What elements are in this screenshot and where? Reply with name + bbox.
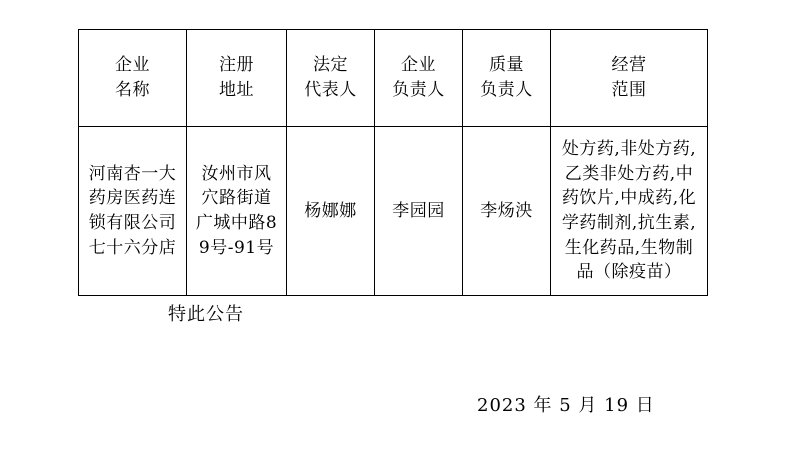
table-header-row: [79, 30, 708, 127]
column-header-line: 质量: [489, 55, 524, 76]
column-header-line: 法定: [313, 55, 348, 76]
column-header-company-name: [79, 30, 187, 127]
column-header-line: 注册: [219, 55, 254, 76]
table-header: [79, 30, 708, 127]
cell-enterprise-manager: 李园园: [375, 127, 463, 296]
column-header-line: 地址: [219, 80, 254, 100]
column-header-line: 名称: [115, 80, 150, 100]
cell-company-name: 河南杏一大药房医药连锁有限公司七十六分店: [79, 127, 187, 296]
column-header-business-scope: [551, 30, 708, 127]
document-date: 2023 年 5 月 19 日: [477, 395, 655, 416]
cell-registered-address: 汝州市风穴路街道广城中路89号-91号: [187, 127, 287, 296]
cell-legal-representative: 杨娜娜: [287, 127, 375, 296]
cell-business-scope: 处方药,非处方药,乙类非处方药,中药饮片,中成药,化学药制剂,抗生素,生化药品,生物制品（除疫苗）: [551, 127, 708, 296]
column-header-line: 企业: [115, 55, 150, 76]
notice-text: 特此公告: [168, 304, 244, 325]
column-header-line: 负责人: [480, 80, 533, 100]
table-row: [79, 127, 708, 296]
column-header-line: 范围: [611, 80, 647, 100]
column-header-enterprise-manager: [375, 30, 463, 127]
column-header-legal-representative: [287, 30, 375, 127]
column-header-registered-address: [187, 30, 287, 127]
column-header-line: 经营: [611, 55, 647, 76]
column-header-line: 负责人: [392, 80, 445, 100]
column-header-quality-manager: [463, 30, 551, 127]
cell-quality-manager: 李炀泱: [463, 127, 551, 296]
table-body: [79, 127, 708, 296]
column-header-line: 代表人: [304, 80, 357, 100]
enterprise-info-table: [78, 29, 708, 296]
column-header-line: 企业: [401, 55, 436, 76]
enterprise-info-table-wrapper: [78, 29, 707, 296]
